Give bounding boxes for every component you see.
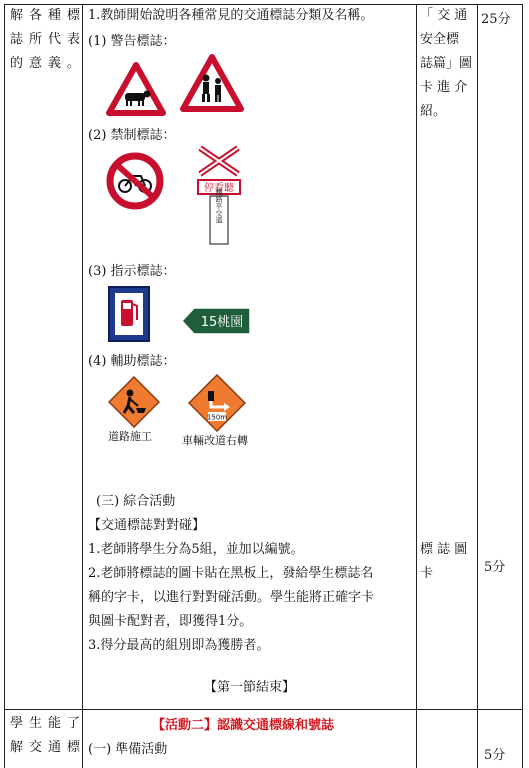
guide-heading: (3) 指示標誌：: [88, 264, 176, 279]
lesson-plan-table: [4, 4, 523, 768]
step-2-line: 2.老師將標誌的圖卡貼在黑板上，發給學生標誌名: [88, 566, 374, 581]
objective-cell-row2: [10, 712, 87, 760]
objective-line: 學生能了: [10, 716, 87, 731]
resources-line: 「 交 通: [420, 8, 468, 23]
road-work-caption: 道路施工: [108, 430, 152, 443]
objective-line: 解各種標: [10, 8, 87, 23]
warning-heading: (1) 警告標誌：: [88, 34, 176, 49]
section-end: 【第一節結束】: [204, 680, 296, 695]
step-2-line: 稱的字卡，以進行對對碰活動。學生能將正確字卡: [88, 590, 375, 605]
table-border-left: [4, 4, 5, 768]
step-2-line: 與圖卡配對者，即獲得1分。: [88, 614, 253, 629]
gas-station-guide-sign: [108, 286, 150, 342]
prohibition-heading: (2) 禁制標誌：: [88, 128, 176, 143]
distance-text: 150m: [206, 413, 228, 422]
resources-line: 卡 進 介: [420, 80, 468, 95]
preparation-heading: (一) 準備活動: [88, 742, 168, 757]
no-bicycles-prohibition-sign: [106, 152, 164, 210]
cattle-icon: [125, 93, 145, 101]
time-top: 25分: [481, 12, 511, 27]
resources-line: 誌篇」圖: [420, 56, 473, 71]
step-1: 1.老師將學生分為5組，並加以編號。: [88, 542, 304, 557]
taoyuan-direction-guide-sign: [180, 306, 252, 336]
resources-line: 安全標: [420, 32, 460, 47]
road-work-auxiliary-sign: [108, 376, 160, 428]
intro-text: 1.教師開始說明各種常見的交通標誌分類及名稱。: [88, 8, 374, 23]
detour-right-auxiliary-sign: [188, 374, 246, 432]
activity-heading: (三) 綜合活動: [96, 494, 176, 509]
resources-line: 標 誌 圖: [420, 542, 468, 557]
column-divider-content: [416, 4, 417, 768]
objective-line: 解交通標: [10, 740, 87, 755]
row2-time: 5分: [484, 748, 506, 763]
child-icon: [215, 78, 221, 84]
resources-cell-top: [420, 4, 476, 124]
objective-line: 誌所代表: [10, 32, 87, 47]
detour-caption: 車輛改道右轉: [182, 434, 248, 447]
child-icon: [203, 75, 210, 82]
activity-two-title: 【活動二】認識交通標線和號誌: [152, 718, 335, 733]
resources-line: 卡: [420, 566, 434, 581]
row-divider: [4, 709, 523, 710]
railway-crossing-text: 鐵路平交道: [215, 188, 223, 224]
column-divider-objective: [82, 4, 83, 768]
time-bottom: 5分: [484, 560, 506, 575]
step-2: [88, 562, 414, 634]
column-divider-resources: [477, 4, 478, 768]
route-text: 15桃園: [200, 315, 244, 330]
cattle-crossing-warning-sign: [106, 62, 166, 116]
table-border-right: [522, 4, 523, 768]
step-3: 3.得分最高的組別即為獲勝者。: [88, 638, 270, 653]
worker-icon: [127, 390, 134, 397]
objective-cell-row1: [10, 4, 87, 76]
railway-stop-look-listen-sign: [194, 144, 244, 248]
auxiliary-heading: (4) 輔助標誌：: [88, 354, 176, 369]
resources-cell-bottom: [420, 538, 476, 586]
objective-line: 的意義。: [10, 56, 87, 71]
children-crossing-warning-sign: [180, 54, 244, 112]
resources-line: 紹。: [420, 104, 447, 119]
game-title: 【交通標誌對對碰】: [88, 518, 206, 533]
stop-look-listen-text: 停看聽: [204, 183, 234, 194]
